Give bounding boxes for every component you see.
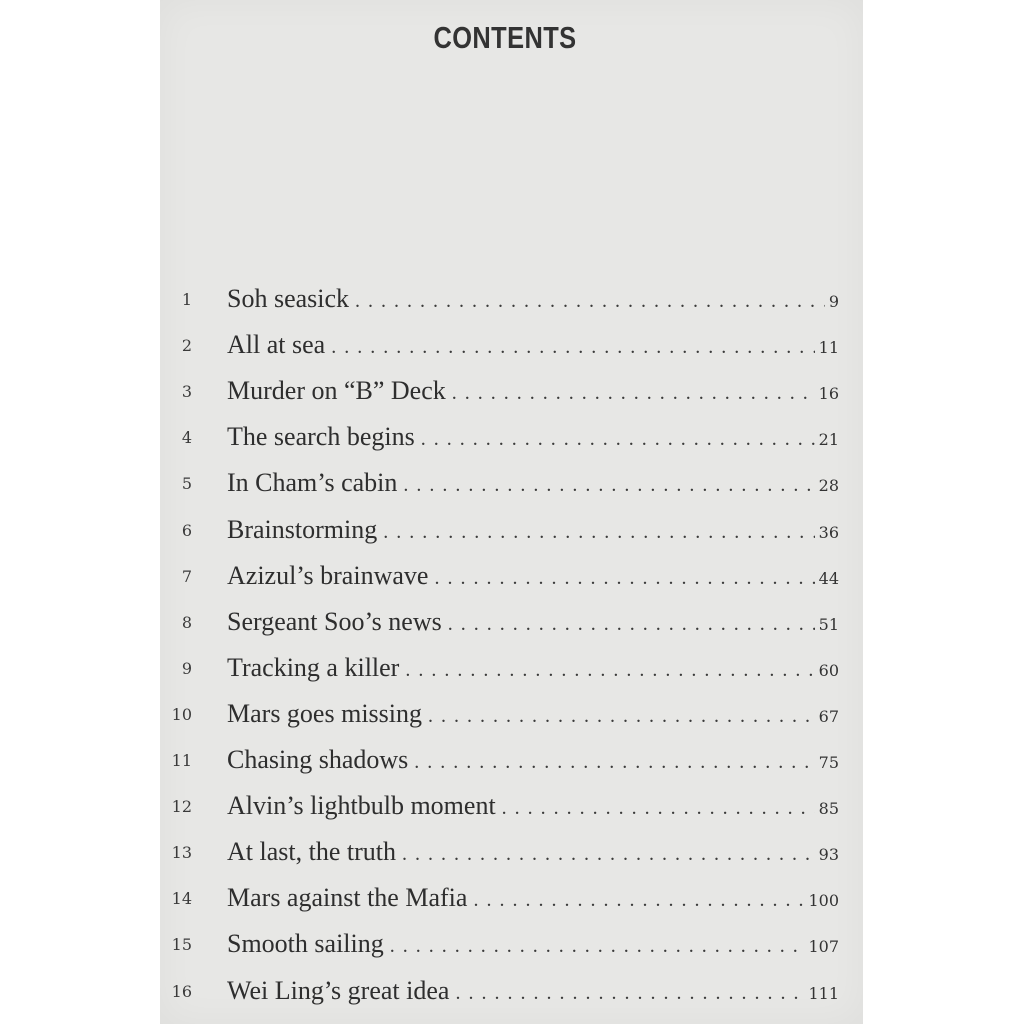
chapter-number: 7 [181,566,192,586]
toc-entry-1 [160,270,863,316]
chapter-number: 8 [181,612,192,632]
chapter-number: 13 [171,843,192,863]
dot-leader [448,614,815,634]
dot-leader [331,337,814,357]
chapter-title: Smooth sailing [227,929,384,959]
table-of-contents [160,270,863,1008]
page-number: 67 [818,706,839,726]
page-number: 111 [808,983,839,1003]
chapter-number: 2 [181,336,192,356]
toc-entry-8 [160,593,863,639]
dot-leader [402,844,815,864]
toc-entry-2 [160,316,863,362]
chapter-title: In Cham’s cabin [227,468,398,498]
page-number: 100 [808,891,839,911]
chapter-title: Wei Ling’s great idea [227,975,450,1005]
toc-entry-3 [160,362,863,408]
chapter-title: Chasing shadows [227,745,409,775]
page-number: 75 [818,753,839,773]
chapter-title: Azizul’s brainwave [227,560,429,590]
book-page [160,0,863,1024]
chapter-number: 5 [181,474,192,494]
chapter-title: The search begins [227,422,415,452]
dot-leader [455,983,804,1003]
dot-leader [428,706,815,726]
chapter-number: 11 [171,751,192,771]
toc-entry-16 [160,961,863,1007]
page-number: 28 [818,476,839,496]
toc-entry-10 [160,685,863,731]
chapter-title: At last, the truth [227,837,396,867]
chapter-number: 4 [181,428,192,448]
dot-leader [434,568,814,588]
toc-entry-9 [160,639,863,685]
dot-leader [355,291,825,311]
chapter-title: Mars goes missing [227,698,422,728]
toc-entry-11 [160,731,863,777]
chapter-number: 6 [181,520,192,540]
dot-leader [473,890,804,910]
toc-entry-15 [160,915,863,961]
page-number: 107 [808,937,839,957]
toc-entry-6 [160,500,863,546]
toc-entry-4 [160,408,863,454]
page-number: 85 [818,799,839,819]
toc-entry-13 [160,823,863,869]
dot-leader [390,936,805,956]
dot-leader [405,660,814,680]
chapter-title: Brainstorming [227,514,378,544]
dot-leader [502,798,815,818]
page-number: 9 [828,292,839,312]
page-number: 21 [818,430,839,450]
toc-entry-14 [160,869,863,915]
chapter-number: 9 [181,658,192,678]
toc-entry-12 [160,777,863,823]
page-number: 93 [818,845,839,865]
chapter-title: Tracking a killer [227,652,400,682]
page-number: 36 [818,522,839,542]
toc-entry-7 [160,547,863,593]
dot-leader [414,752,814,772]
chapter-title: Soh seasick [227,284,350,314]
dot-leader [421,429,815,449]
chapter-number: 14 [171,889,192,909]
page-number: 16 [818,384,839,404]
chapter-number: 3 [181,382,192,402]
chapter-title: Sergeant Soo’s news [227,606,442,636]
chapter-title: Alvin’s lightbulb moment [227,791,496,821]
dot-leader [403,475,814,495]
toc-entry-5 [160,454,863,500]
dot-leader [383,522,814,542]
chapter-title: All at sea [227,330,326,360]
dot-leader [452,383,815,403]
page-title: CONTENTS [433,20,577,55]
chapter-number: 12 [171,797,192,817]
page-number: 51 [818,614,839,634]
chapter-number: 15 [171,935,192,955]
chapter-number: 16 [171,981,192,1001]
chapter-number: 1 [181,290,192,310]
page-number: 44 [818,568,839,588]
chapter-number: 10 [171,704,192,724]
page-number: 60 [818,660,839,680]
chapter-title: Mars against the Mafia [227,883,468,913]
chapter-title: Murder on “B” Deck [227,376,446,406]
page-number: 11 [818,338,839,358]
